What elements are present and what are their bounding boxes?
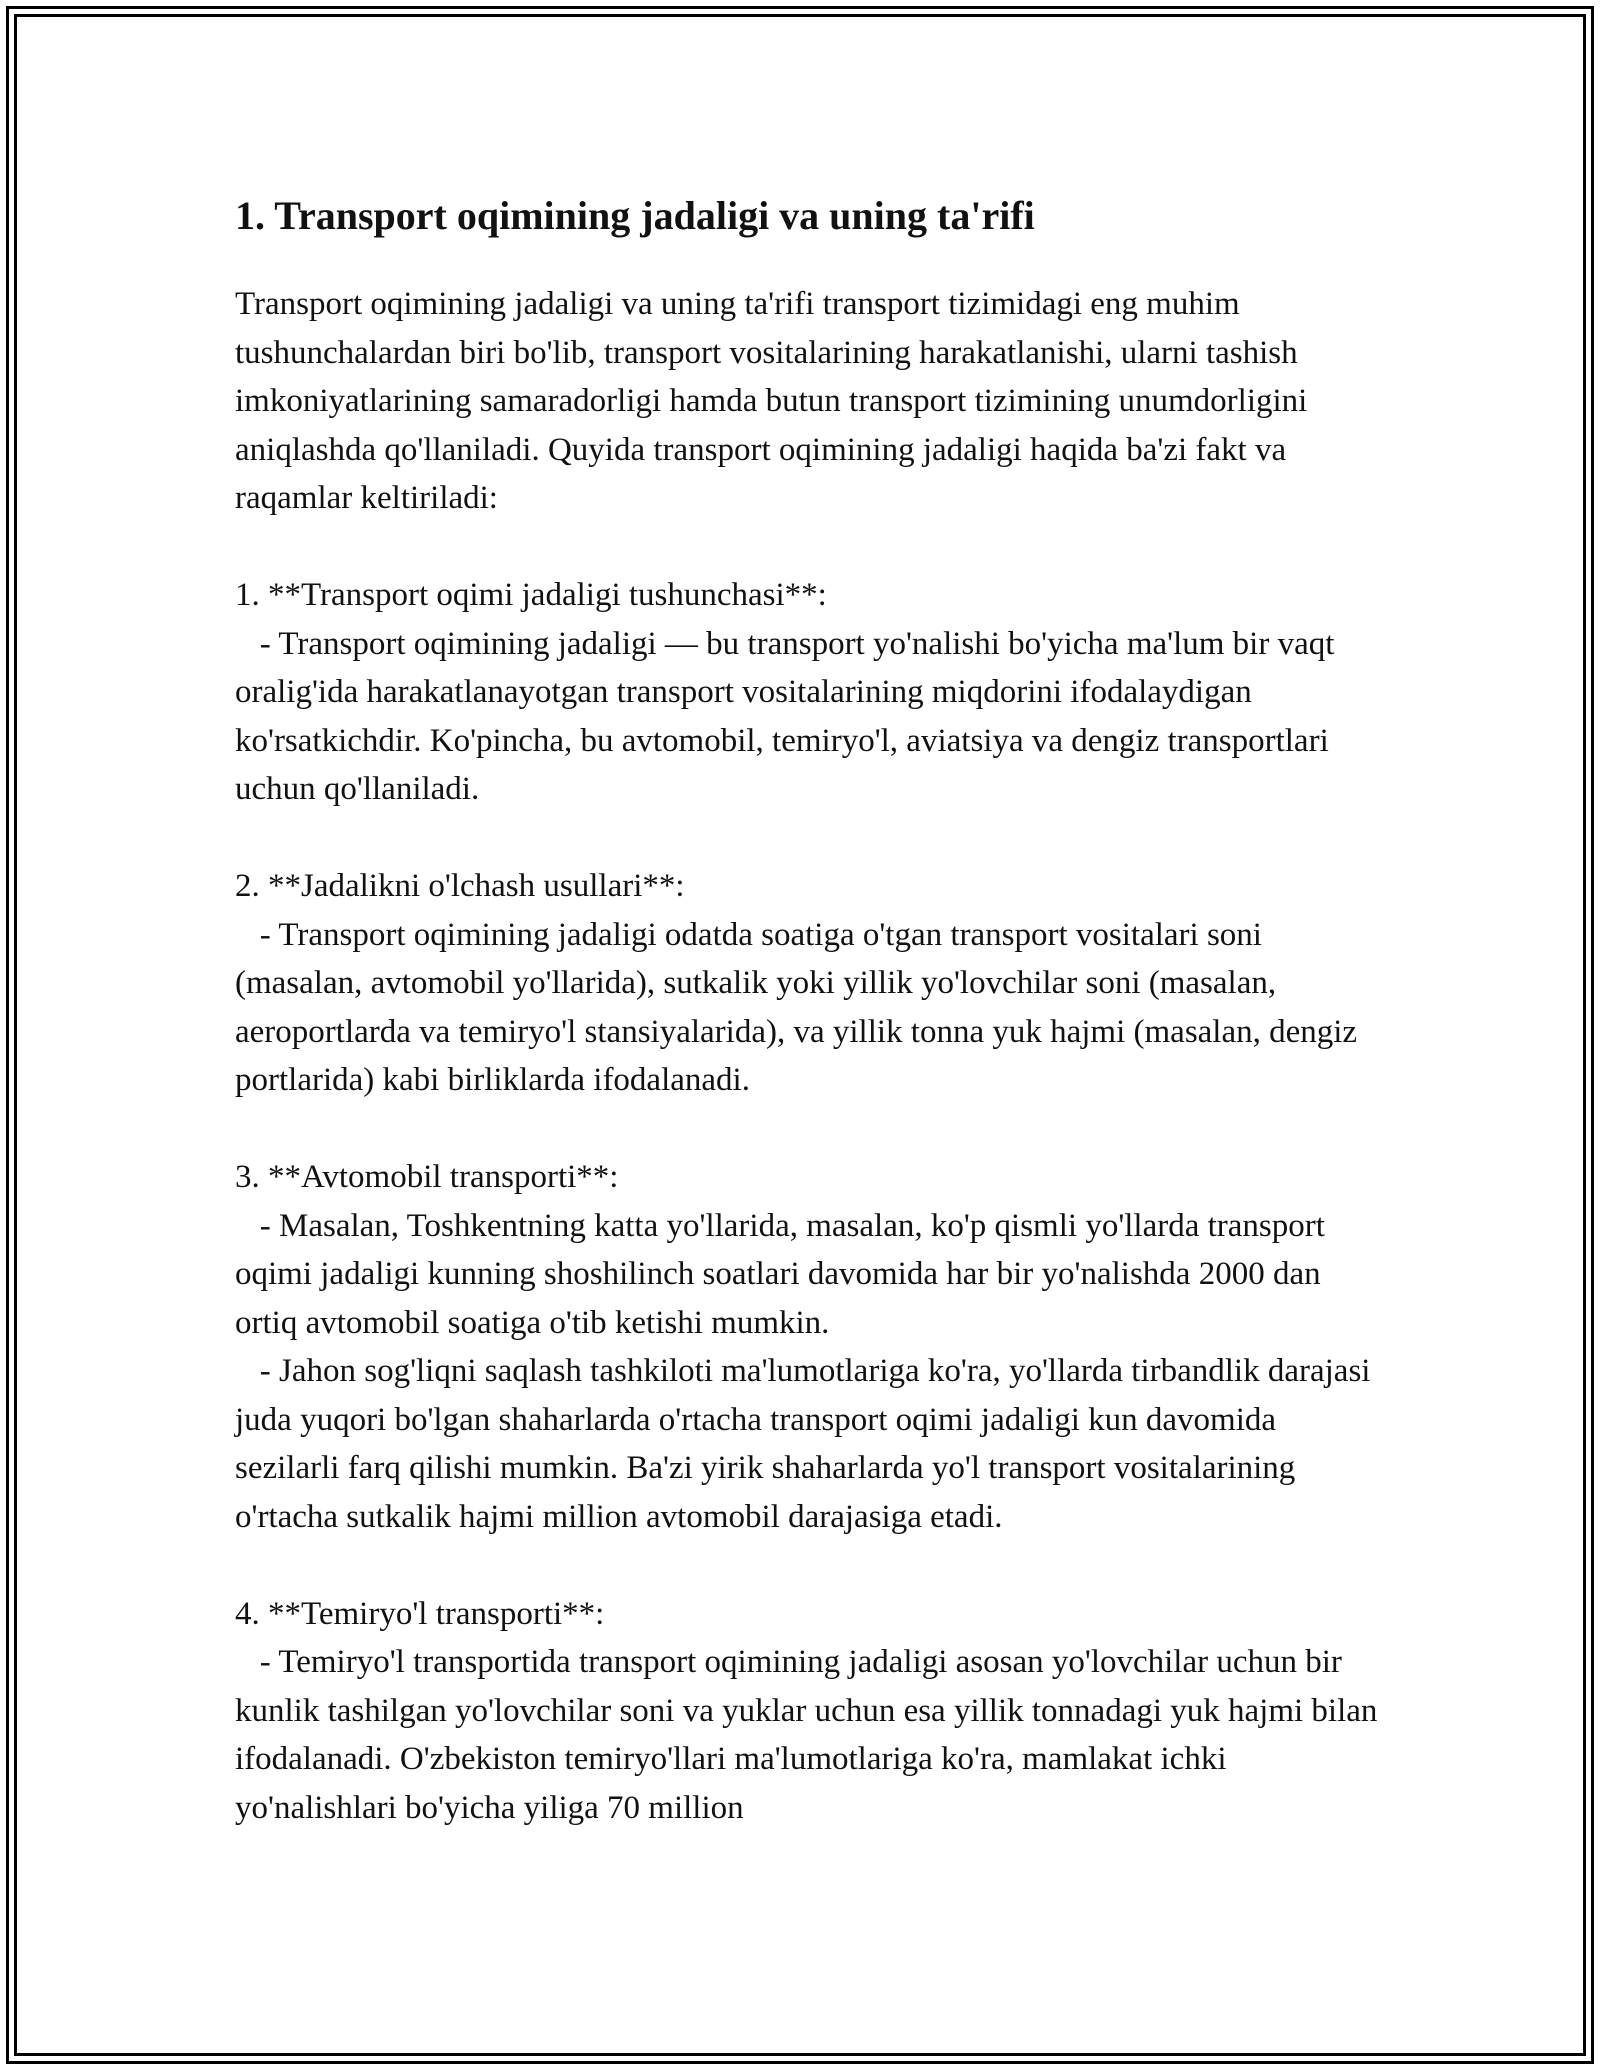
list-item-bullet: - Masalan, Toshkentning katta yo'llarida, masalan, ko'p qismli yo'llarda transport oqimi jadaligi kunning shoshilinch soatlari davomida har bir yo'nalishda 2000 dan ortiq avtomobil soatiga o'tib ketishi mumkin. — [235, 1207, 1334, 1341]
document-title: 1. Transport oqimining jadaligi va uning ta'rifi — [235, 193, 1035, 238]
list-item — [235, 862, 1385, 1105]
document-body — [235, 188, 1385, 1832]
list-item — [235, 1590, 1385, 1833]
list-item-heading: 3. **Avtomobil transporti**: — [235, 1159, 619, 1195]
list-item — [235, 571, 1385, 814]
list-item-heading: 1. **Transport oqimi jadaligi tushunchasi**: — [235, 577, 827, 613]
list-item-heading: 4. **Temiryo'l transporti**: — [235, 1595, 605, 1632]
list-item-bullet: - Transport oqimining jadaligi odatda soatiga o'tgan transport vositalari soni (masalan, avtomobil yo'llarida), sutkalik yoki yillik yo'lovchilar soni (masalan, aeroportlarda va temiryo'l stansiyalarida), va yillik tonna yuk hajmi (masalan, dengiz portlarida) kabi birliklarda ifodalanadi. — [235, 916, 1366, 1098]
list-item-heading: 2. **Jadalikni o'lchash usullari**: — [235, 868, 685, 904]
list-item-bullet: - Jahon sog'liqni saqlash tashkiloti ma'lumotlariga ko'ra, yo'llarda tirbandlik darajasi juda yuqori bo'lgan shaharlarda o'rtacha transport oqimi jadaligi kun davomida sezilarli farq qilishi mumkin. Ba'zi yirik shaharlarda yo'l transport vositalarining o'rtacha sutkalik hajmi million avtomobil darajasiga etadi. — [235, 1353, 1379, 1535]
list-item-bullet: - Transport oqimining jadaligi — bu transport yo'nalishi bo'yicha ma'lum bir vaqt oralig'ida harakatlanayotgan transport vositalarining miqdorini ifodalaydigan ko'rsatkichdir. Ko'pincha, bu avtomobil, temiryo'l, aviatsiya va dengiz transportlari uchun qo'llaniladi. — [235, 625, 1343, 807]
list-item-bullet: - Temiryo'l transportida transport oqimining jadaligi asosan yo'lovchilar uchun bir kunlik tashilgan yo'lovchilar soni va yuklar uchun esa yillik tonnadagi yuk hajmi bilan ifodalanadi. O'zbekiston temiryo'llari ma'lumotlariga ko'ra, mamlakat ichki yo'nalishlari bo'yicha yiliga 70 million — [235, 1644, 1386, 1826]
intro-paragraph: Transport oqimining jadaligi va uning ta'rifi transport tizimidagi eng muhim tushunchalardan biri bo'lib, transport vositalarining harakatlanishi, ularni tashish imkoniyatlarining samaradorligi hamda butun transport tizimining unumdorligini aniqlashda qo'llaniladi. Quyida transport oqimining jadaligi haqida ba'zi fakt va raqamlar keltiriladi: — [235, 286, 1316, 516]
list-item — [235, 1153, 1385, 1541]
